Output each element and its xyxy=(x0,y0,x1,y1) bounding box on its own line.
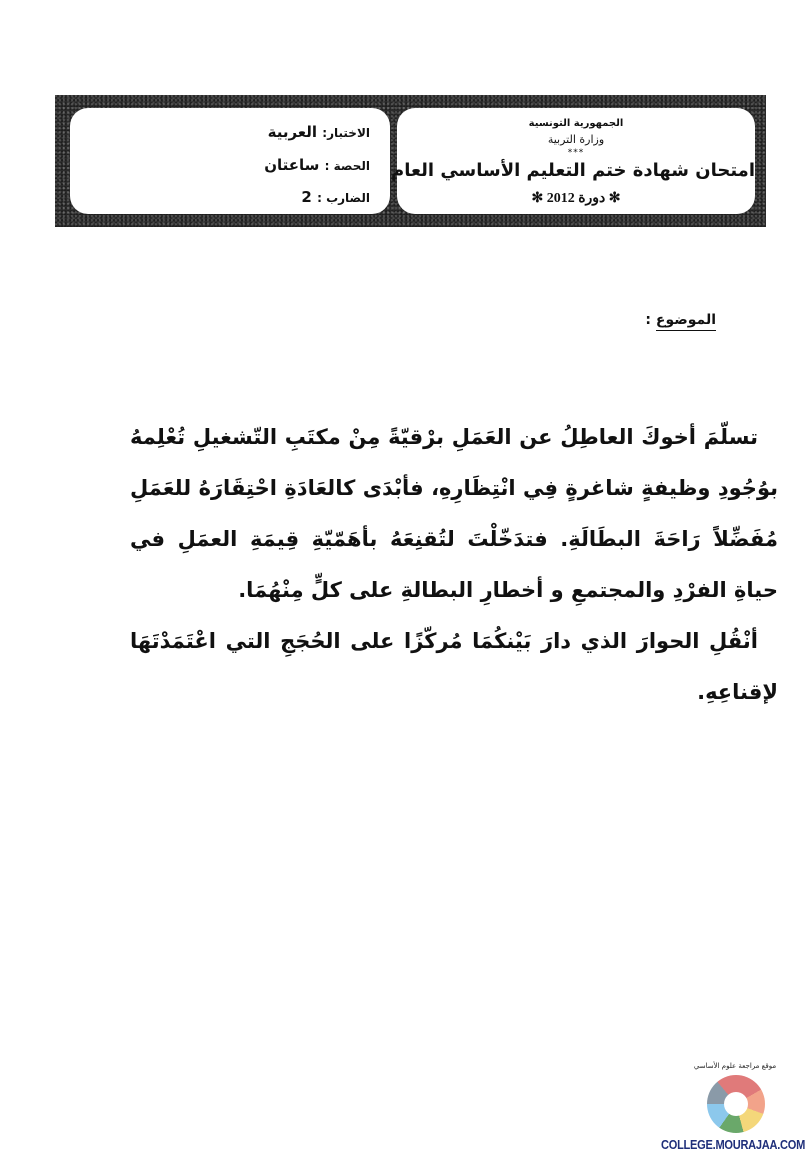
duration-label: الحصة : xyxy=(324,159,370,173)
subject-value: العربية xyxy=(267,123,318,141)
logo-ring-icon xyxy=(707,1075,765,1133)
logo-url: COLLEGE.MOURAJAA.COM xyxy=(661,1137,806,1152)
logo-arc-text: موقع مراجعة علوم الأساسي xyxy=(693,1062,777,1070)
stars-divider: *** xyxy=(567,148,585,158)
duration-line xyxy=(264,156,370,174)
ministry-name: وزارة التربية xyxy=(547,133,605,146)
exam-header-frame xyxy=(55,95,766,227)
exam-title: امتحان شهادة ختم التعليم الأساسي العام xyxy=(391,160,755,181)
republic-name: الجمهورية التونسية xyxy=(528,118,624,129)
subject-heading-colon: : xyxy=(645,312,656,328)
subject-heading xyxy=(645,312,716,328)
exam-session: ✻ دورة 2012 ✻ xyxy=(531,191,621,206)
duration-value: ساعتان xyxy=(264,156,320,174)
site-logo xyxy=(655,1060,805,1160)
coefficient-label: الضارب : xyxy=(317,191,370,205)
exam-title-box xyxy=(391,108,755,214)
coefficient-line xyxy=(301,188,370,206)
exam-info-box xyxy=(70,108,390,214)
coefficient-value: 2 xyxy=(301,188,312,206)
subject-line xyxy=(268,123,370,141)
subject-label: الاختبار: xyxy=(322,126,370,140)
prompt-paragraph-2: أنْقُلِ الحوارَ الذي دارَ بَيْنكُمَا مُركّزًا على الحُجَجِ التي اعْتَمَدْتَهَا لإقناعِهِ. xyxy=(130,629,778,704)
prompt-paragraph-1: تسلّمَ أخوكَ العاطِلُ عن العَمَلِ برْقيّةً مِنْ مكتَبِ التّشغيلِ تُعْلِمهُ بوُجُودِ وظيفةٍ شاغرةٍ فِي انْتِظَارِهِ، فأبْدَى كالعَادَةِ احْتِقَارَهُ للعَمَلِ مُفَضِّلاً رَاحَةَ البطَالَةِ. فتدَخّلْتَ لتُقنِعَهُ بأهَمّيّةِ قِيمَةِ العمَلِ في حياةِ الفرْدِ والمجتمعِ و أخطارِ البطالةِ على كلٍّ مِنْهُمَا. xyxy=(130,425,778,602)
subject-heading-text: الموضوع xyxy=(656,312,716,331)
exam-prompt xyxy=(130,412,778,718)
